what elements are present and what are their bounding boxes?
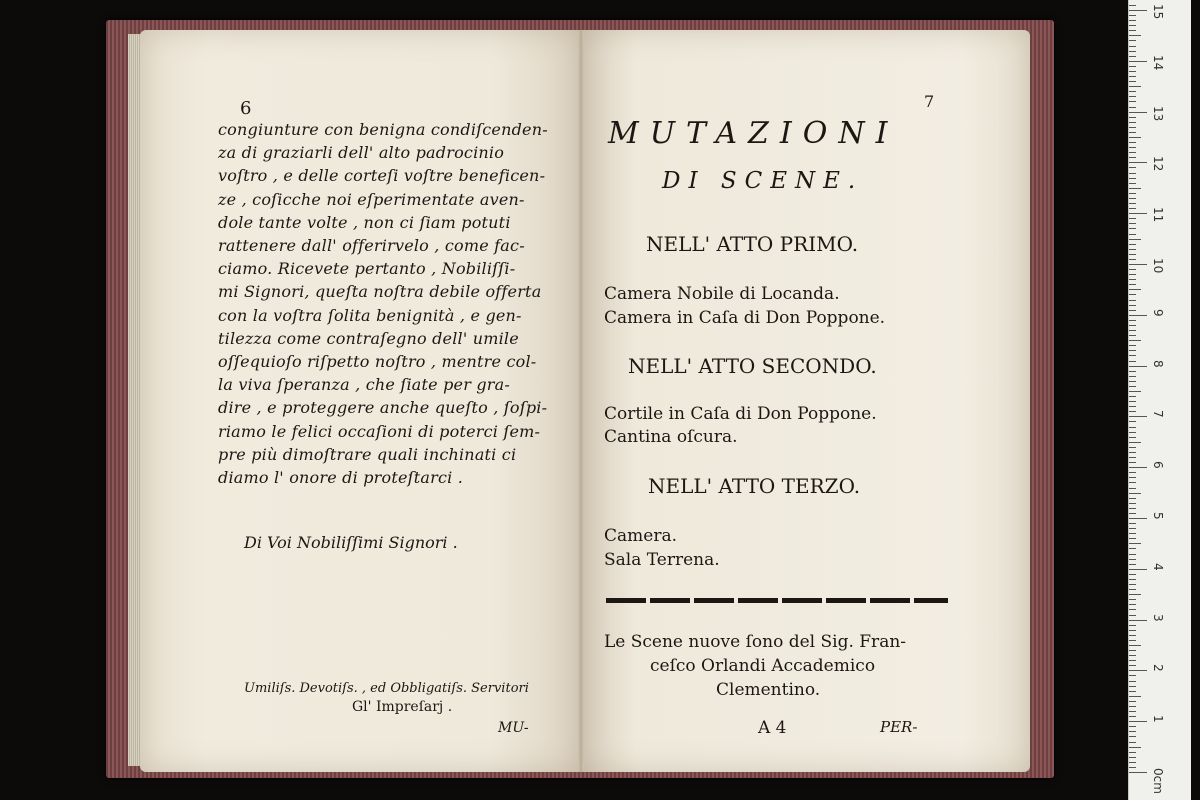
ruler-tick: [1129, 152, 1136, 153]
ruler-tick: [1129, 701, 1136, 702]
ruler-tick: [1129, 86, 1141, 87]
ruler-tick: [1129, 650, 1136, 651]
ruler-tick: [1129, 76, 1136, 77]
ruler-tick: [1129, 421, 1136, 422]
signature-line-1: Umiliſs. Devotiſs. , ed Obbligatiſs. Servitori: [244, 681, 529, 696]
ruler-tick: [1129, 645, 1141, 646]
ruler-tick: [1129, 548, 1136, 549]
left-page-line: mi Signori, queſta noſtra debile offerta: [218, 282, 542, 302]
left-page-number: 6: [240, 98, 252, 119]
ruler-tick: [1129, 731, 1136, 732]
ruler-tick: [1129, 274, 1136, 275]
ruler-tick: [1129, 91, 1136, 92]
ruler-tick: [1129, 432, 1136, 433]
ruler-number: 10: [1151, 258, 1165, 274]
ruler-tick: [1129, 472, 1136, 473]
ruler-tick: [1129, 244, 1136, 245]
ruler-tick: [1129, 157, 1136, 158]
ruler-tick: [1129, 640, 1136, 641]
ruler-tick: [1129, 757, 1136, 758]
ruler-tick: [1129, 35, 1141, 36]
ruler-tick: [1129, 762, 1136, 763]
act-2-scene-2: Cantina oſcura.: [604, 427, 738, 447]
ruler-tick: [1129, 335, 1136, 336]
ruler-tick: [1129, 340, 1141, 341]
ruler-number: 14: [1151, 54, 1165, 71]
ruler-number: 2: [1151, 664, 1165, 673]
ruler-number: 1: [1151, 715, 1165, 723]
act-3-heading: NELL' ATTO TERZO.: [648, 474, 861, 498]
ruler-tick: [1129, 203, 1136, 204]
ruler-tick: [1129, 442, 1141, 443]
left-page-line: ze , coſicche noi eſperimentate aven-: [218, 189, 525, 209]
ruler-tick: [1129, 167, 1136, 168]
left-page-line: oſſequioſo riſpetto noſtro , mentre col-: [218, 352, 537, 371]
ruler-tick: [1129, 386, 1136, 387]
ruler-tick: [1129, 355, 1136, 356]
ruler-number: 3: [1151, 613, 1165, 622]
act-1-heading: NELL' ATTO PRIMO.: [646, 232, 859, 256]
ruler-tick: [1129, 40, 1136, 41]
ruler-tick: [1129, 122, 1136, 123]
decorative-rule: [606, 598, 948, 603]
ruler-tick: [1129, 574, 1136, 575]
ruler-tick: [1129, 30, 1136, 31]
right-page-title: MUTAZIONI: [608, 116, 899, 151]
ruler-tick: [1129, 51, 1136, 52]
ruler-tick: [1129, 615, 1136, 616]
ruler-tick: [1129, 686, 1136, 687]
ruler-tick: [1129, 254, 1136, 255]
ruler-tick: [1129, 208, 1136, 209]
ruler-tick: [1129, 56, 1136, 57]
ruler-number: 7: [1151, 410, 1165, 419]
ruler-tick: [1129, 25, 1136, 26]
ruler-tick: [1129, 599, 1136, 600]
act-3-scene-2: Sala Terrena.: [604, 550, 720, 570]
ruler-tick: [1129, 604, 1136, 605]
ruler-tick: [1129, 305, 1136, 306]
ruler-tick: [1129, 81, 1136, 82]
ruler-tick: [1129, 173, 1136, 174]
ruler-tick: [1129, 345, 1136, 346]
ruler-tick: [1129, 467, 1147, 468]
ruler-tick: [1129, 538, 1136, 539]
ruler-tick: [1129, 747, 1141, 748]
left-page-line: dire , e proteggere anche queſto , ſoſpi-: [218, 398, 548, 418]
left-page-line: riamo le felici occaſioni di poterci ſem-: [218, 421, 541, 441]
ruler-tick: [1129, 589, 1136, 590]
ruler-tick: [1129, 46, 1136, 47]
ruler-tick: [1129, 594, 1141, 595]
ruler-tick: [1129, 503, 1136, 504]
ruler-tick: [1129, 330, 1136, 331]
ruler-tick: [1129, 482, 1136, 483]
act-3-scene-1: Camera.: [604, 526, 677, 546]
measurement-ruler: [1128, 0, 1191, 800]
book-gutter: [578, 30, 584, 772]
ruler-tick: [1129, 655, 1136, 656]
ruler-tick: [1129, 137, 1141, 138]
ruler-tick: [1129, 213, 1147, 214]
ruler-tick: [1129, 5, 1136, 6]
ruler-tick: [1129, 127, 1136, 128]
ruler-tick: [1129, 325, 1136, 326]
ruler-tick: [1129, 543, 1141, 544]
ruler-tick: [1129, 228, 1136, 229]
ruler-tick: [1129, 66, 1136, 67]
ruler-tick: [1129, 427, 1136, 428]
signature-mark: A 4: [758, 718, 787, 738]
ruler-tick: [1129, 554, 1136, 555]
ruler-tick: [1129, 315, 1147, 316]
ruler-tick: [1129, 569, 1147, 570]
ruler-number: 4: [1151, 562, 1165, 571]
ruler-tick: [1129, 513, 1136, 514]
ruler-tick: [1129, 609, 1136, 610]
ruler-tick: [1129, 371, 1136, 372]
left-page-line: dole tante volte , non ci ſiam potuti: [218, 212, 511, 232]
ruler-tick: [1129, 147, 1136, 148]
ruler-tick: [1129, 10, 1147, 11]
left-page-line: ciamo. Ricevete pertanto , Nobiliſſi-: [218, 259, 516, 279]
left-page-line: con la voſtra ſolita benignità , e gen-: [218, 305, 522, 325]
ruler-tick: [1129, 396, 1136, 397]
ruler-tick: [1129, 310, 1136, 311]
ruler-tick: [1129, 269, 1136, 270]
ruler-tick: [1129, 625, 1136, 626]
ruler-tick: [1129, 289, 1141, 290]
ruler-tick: [1129, 716, 1136, 717]
ruler-tick: [1129, 381, 1136, 382]
ruler-tick: [1129, 706, 1136, 707]
ruler-tick: [1129, 279, 1136, 280]
ruler-number: 9: [1151, 308, 1165, 317]
credit-line-1: Le Scene nuove ſono del Sig. Fran-: [604, 632, 907, 652]
ruler-tick: [1129, 284, 1136, 285]
ruler-tick: [1129, 767, 1136, 768]
left-page-line: la viva ſperanza , che ſiate per gra-: [218, 375, 510, 395]
left-page-line: congiunture con benigna condiſcenden-: [218, 120, 548, 139]
ruler-number: 13: [1151, 105, 1165, 121]
act-1-scene-2: Camera in Caſa di Don Poppone.: [604, 308, 886, 328]
ruler-tick: [1129, 447, 1136, 448]
ruler-number: 15: [1151, 4, 1165, 20]
ruler-tick: [1129, 350, 1136, 351]
ruler-tick: [1129, 218, 1136, 219]
left-page-line: voſtro , e delle corteſi voſtre beneficen-: [218, 166, 546, 186]
ruler-tick: [1129, 178, 1136, 179]
right-catchword: PER-: [880, 718, 918, 736]
ruler-number: 11: [1151, 207, 1165, 223]
ruler-unit-label: 0cm: [1151, 768, 1165, 794]
act-2-heading: NELL' ATTO SECONDO.: [628, 354, 877, 378]
left-page-line: rattenere dall' offerirvelo , come fac-: [218, 236, 525, 255]
ruler-tick: [1129, 406, 1136, 407]
ruler-tick: [1129, 401, 1136, 402]
ruler-number: 6: [1151, 461, 1165, 469]
left-page-line: diamo l' onore di proteſtarci .: [218, 468, 464, 487]
ruler-tick: [1129, 620, 1147, 621]
ruler-tick: [1129, 462, 1136, 463]
ruler-tick: [1129, 742, 1136, 743]
ruler-tick: [1129, 691, 1136, 692]
ruler-tick: [1129, 300, 1136, 301]
ruler-tick: [1129, 772, 1147, 773]
act-1-scene-1: Camera Nobile di Locanda.: [604, 284, 840, 304]
ruler-tick: [1129, 675, 1136, 676]
ruler-tick: [1129, 239, 1141, 240]
ruler-tick: [1129, 488, 1136, 489]
ruler-tick: [1129, 107, 1136, 108]
ruler-tick: [1129, 452, 1136, 453]
ruler-number: 5: [1151, 512, 1165, 520]
act-2-scene-1: Cortile in Caſa di Don Poppone.: [604, 404, 877, 424]
ruler-tick: [1129, 518, 1147, 519]
ruler-tick: [1129, 681, 1136, 682]
ruler-tick: [1129, 259, 1136, 260]
ruler-tick: [1129, 508, 1136, 509]
ruler-tick: [1129, 320, 1136, 321]
ruler-tick: [1129, 711, 1136, 712]
ruler-tick: [1129, 264, 1147, 265]
ruler-tick: [1129, 411, 1136, 412]
ruler-tick: [1129, 193, 1136, 194]
ruler-tick: [1129, 670, 1147, 671]
ruler-tick: [1129, 71, 1136, 72]
left-page-closing: Di Voi Nobiliſſimi Signori .: [244, 533, 458, 552]
left-catchword: MU-: [498, 720, 529, 736]
ruler-tick: [1129, 493, 1141, 494]
ruler-tick: [1129, 584, 1136, 585]
ruler-tick: [1129, 564, 1136, 565]
ruler-tick: [1129, 416, 1147, 417]
ruler-tick: [1129, 366, 1147, 367]
ruler-tick: [1129, 533, 1136, 534]
right-page-number: 7: [924, 92, 935, 111]
ruler-tick: [1129, 721, 1147, 722]
ruler-tick: [1129, 437, 1136, 438]
ruler-tick: [1129, 361, 1136, 362]
ruler-tick: [1129, 15, 1136, 16]
ruler-tick: [1129, 132, 1136, 133]
ruler-tick: [1129, 391, 1141, 392]
ruler-tick: [1129, 630, 1136, 631]
left-page-line: za di graziarli dell' alto padrocinio: [218, 143, 505, 163]
credit-line-2: ceſco Orlandi Accademico: [650, 656, 876, 676]
ruler-tick: [1129, 523, 1136, 524]
ruler-tick: [1129, 635, 1136, 636]
ruler-tick: [1129, 183, 1136, 184]
ruler-tick: [1129, 457, 1136, 458]
right-page-subtitle: DI SCENE.: [662, 168, 864, 194]
ruler-tick: [1129, 249, 1136, 250]
ruler-tick: [1129, 234, 1136, 235]
ruler-tick: [1129, 559, 1136, 560]
ruler-tick: [1129, 294, 1136, 295]
ruler-tick: [1129, 696, 1141, 697]
signature-line-2: Gl' Impreſarj .: [352, 699, 453, 715]
ruler-tick: [1129, 162, 1147, 163]
ruler-tick: [1129, 498, 1136, 499]
ruler-tick: [1129, 752, 1136, 753]
ruler-tick: [1129, 660, 1136, 661]
ruler-tick: [1129, 188, 1141, 189]
ruler-tick: [1129, 736, 1136, 737]
credit-line-3: Clementino.: [716, 680, 821, 700]
ruler-tick: [1129, 477, 1136, 478]
ruler-tick: [1129, 101, 1136, 102]
ruler-tick: [1129, 20, 1136, 21]
ruler-tick: [1129, 61, 1147, 62]
left-page-line: pre più dimoſtrare quali inchinati ci: [218, 444, 517, 464]
ruler-tick: [1129, 223, 1136, 224]
ruler-tick: [1129, 198, 1136, 199]
ruler-tick: [1129, 726, 1136, 727]
ruler-tick: [1129, 665, 1136, 666]
ruler-number: 12: [1151, 156, 1165, 172]
ruler-tick: [1129, 528, 1136, 529]
ruler-number: 8: [1151, 359, 1165, 368]
ruler-tick: [1129, 376, 1136, 377]
ruler-tick: [1129, 142, 1136, 143]
ruler-tick: [1129, 96, 1136, 97]
ruler-tick: [1129, 112, 1147, 113]
left-page-line: tilezza come contraſegno dell' umile: [218, 328, 519, 348]
ruler-tick: [1129, 117, 1136, 118]
ruler-tick: [1129, 579, 1136, 580]
